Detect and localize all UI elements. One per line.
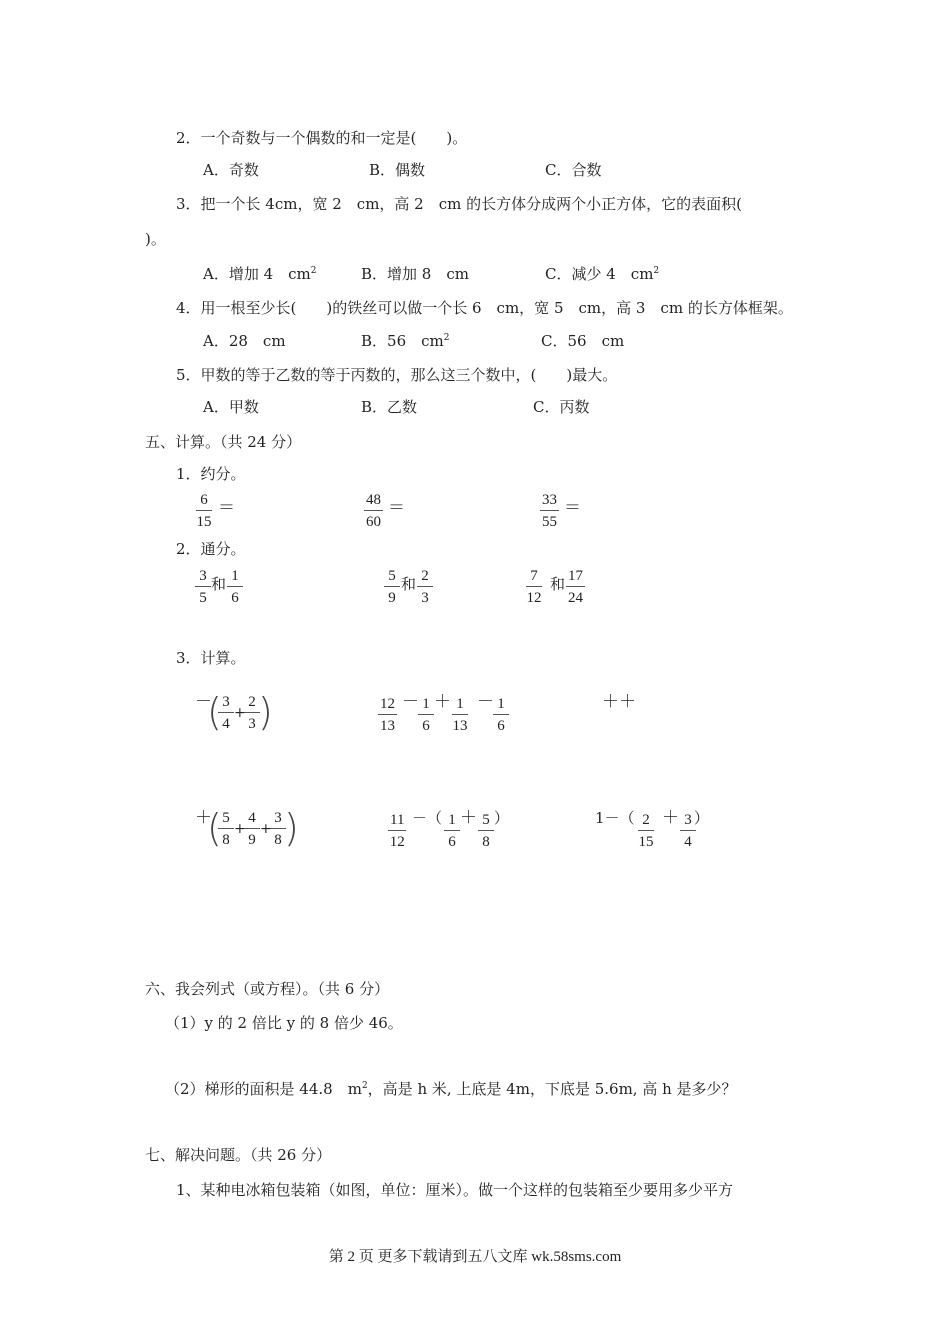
common-fraction-3a: $\frac{7}{12}$ [526, 568, 542, 606]
section-5-sub-3: 3．计算。 [176, 649, 246, 667]
calc-6-lead: 1－（ [595, 809, 635, 827]
calc-4-fraction-3: $\frac{3}{8}$ [270, 810, 286, 848]
common-fraction-3b: $\frac{17}{24}$ [568, 568, 583, 606]
minus-sign: － [477, 692, 494, 712]
section-5-sub-2: 2．通分。 [176, 540, 246, 558]
and-word: 和 [550, 575, 566, 593]
calc-2-fraction-3: $\frac{1}{13}$ [452, 696, 468, 734]
right-paren: ) [258, 690, 273, 734]
common-fraction-1a: $\frac{3}{5}$ [195, 568, 211, 606]
calc-1-fraction-2: $\frac{2}{3}$ [244, 694, 260, 732]
section-7-problem-1: 1、某种电冰箱包装箱（如图，单位：厘米）。做一个这样的包装箱至少要用多少平方 [176, 1181, 734, 1199]
calc-6-fraction-2: $\frac{3}{4}$ [680, 812, 696, 850]
question-4-option-c: C．56 cm [541, 332, 625, 350]
reduce-fraction-3: $\frac{33}{55}$ [542, 492, 557, 530]
calc-5-fraction-2: $\frac{1}{6}$ [444, 812, 460, 850]
question-3-option-b: B．增加 8 cm [361, 265, 469, 283]
question-3-option-a: A．增加 4 $cm^2$ [203, 265, 317, 283]
section-7-title: 七、解决问题。（共 26 分） [145, 1146, 332, 1164]
equals-sign: ＝ [388, 498, 405, 518]
question-3-stem: 3．把一个长 4cm，宽 2 cm，高 2 cm 的长方体分成两个小正方体，它的表面积( [176, 195, 742, 213]
calc-5-fraction-3: $\frac{5}{8}$ [478, 812, 494, 850]
plus-sign: ＋ [460, 808, 477, 828]
plus-sign: + [234, 821, 246, 837]
calc-4-lead-op: ＋ [195, 808, 212, 828]
question-2-stem: 2．一个奇数与一个偶数的和一定是( )。 [176, 129, 468, 147]
close-paren: ） [494, 809, 510, 827]
minus-sign: － [402, 692, 419, 712]
reduce-fraction-1: $\frac{6}{15}$ [196, 492, 212, 530]
question-5-stem: 5．甲数的等于乙数的等于丙数的，那么这三个数中，( )最大。 [176, 366, 618, 384]
and-word: 和 [211, 575, 227, 593]
question-4-stem: 4．用一根至少长( )的铁丝可以做一个长 6 cm，宽 5 cm，高 3 cm 的长方体框架。 [176, 299, 793, 317]
close-paren: ） [694, 809, 710, 827]
question-5-option-a: A．甲数 [203, 398, 259, 416]
calc-1-fraction-1: $\frac{3}{4}$ [218, 694, 234, 732]
section-6-problem-2: （2）梯形的面积是 44.8 $m^2$，高是 h 米, 上底是 4m，下底是 5.6m, 高 h 是多少？ [165, 1080, 737, 1098]
question-3-stem-cont: )。 [145, 230, 166, 248]
calc-4-fraction-1: $\frac{5}{8}$ [218, 810, 234, 848]
calc-6-fraction-1: $\frac{2}{15}$ [638, 812, 654, 850]
question-4-option-a: A．28 cm [203, 332, 286, 350]
minus-paren: －（ [412, 809, 443, 827]
section-5-sub-1: 1．约分。 [176, 465, 246, 483]
section-6-title: 六、我会列式（或方程）。（共 6 分） [145, 980, 390, 998]
question-4-option-b: B．56 $cm^2$ [361, 332, 450, 350]
question-2-option-a: A．奇数 [203, 161, 259, 179]
page-footer: 第 2 页 更多下载请到五八文库 wk.58sms.com [328, 1249, 622, 1265]
common-fraction-2a: $\frac{5}{9}$ [384, 568, 400, 606]
section-5-title: 五、计算。（共 24 分） [145, 433, 302, 451]
and-word: 和 [401, 575, 417, 593]
calc-4-fraction-2: $\frac{4}{9}$ [244, 810, 260, 848]
question-5-option-c: C．丙数 [533, 398, 590, 416]
calc-3-expression: ＋＋ [602, 692, 636, 712]
question-5-option-b: B．乙数 [361, 398, 418, 416]
calc-2-fraction-1: $\frac{12}{13}$ [380, 696, 395, 734]
plus-sign: + [260, 821, 272, 837]
plus-sign: ＋ [662, 808, 679, 828]
equals-sign: ＝ [218, 498, 235, 518]
reduce-fraction-2: $\frac{48}{60}$ [366, 492, 381, 530]
left-paren: ( [207, 806, 222, 850]
calc-2-fraction-4: $\frac{1}{6}$ [493, 696, 509, 734]
calc-1-lead-op: － [195, 692, 212, 712]
plus-sign: + [234, 705, 246, 721]
calc-5-fraction-1: $\frac{11}{12}$ [389, 812, 405, 850]
equals-sign: ＝ [564, 498, 581, 518]
left-paren: ( [207, 690, 222, 734]
common-fraction-1b: $\frac{1}{6}$ [227, 568, 243, 606]
right-paren: ) [284, 806, 299, 850]
section-6-problem-1: （1）y 的 2 倍比 y 的 8 倍少 46。 [165, 1014, 403, 1032]
plus-sign: ＋ [434, 692, 451, 712]
question-3-option-c: C．减少 4 $cm^2$ [545, 265, 660, 283]
question-2-option-c: C．合数 [545, 161, 602, 179]
question-2-option-b: B．偶数 [369, 161, 426, 179]
common-fraction-2b: $\frac{2}{3}$ [417, 568, 433, 606]
calc-2-fraction-2: $\frac{1}{6}$ [418, 696, 434, 734]
